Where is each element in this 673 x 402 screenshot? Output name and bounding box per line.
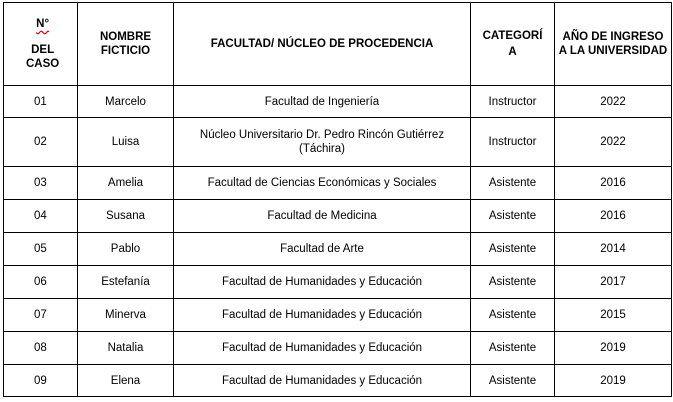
cell-faculty: Facultad de Ciencias Económicas y Sociales xyxy=(174,167,471,200)
cell-name: Estefanía xyxy=(78,266,174,299)
cell-name: Susana xyxy=(78,200,174,233)
cell-category: Instructor xyxy=(471,86,555,118)
cell-case-number: 03 xyxy=(4,167,78,200)
table-row xyxy=(4,299,672,332)
table-row xyxy=(4,266,672,299)
cell-case-number: 02 xyxy=(4,118,78,167)
header-case-number xyxy=(4,3,78,86)
cell-case-number: 04 xyxy=(4,200,78,233)
table-row xyxy=(4,233,672,266)
cell-case-number: 09 xyxy=(4,365,78,397)
table-row xyxy=(4,86,672,118)
cell-name: Minerva xyxy=(78,299,174,332)
cases-table xyxy=(3,2,672,397)
cell-name: Natalia xyxy=(78,332,174,365)
cell-category: Asistente xyxy=(471,233,555,266)
cell-faculty: Facultad de Humanidades y Educación xyxy=(174,299,471,332)
header-case-label-1: DEL xyxy=(31,44,55,56)
cell-name: Amelia xyxy=(78,167,174,200)
cell-category: Asistente xyxy=(471,365,555,397)
cell-faculty: Facultad de Humanidades y Educación xyxy=(174,266,471,299)
cell-category: Asistente xyxy=(471,167,555,200)
cell-name: Marcelo xyxy=(78,86,174,118)
header-category-line-2: A xyxy=(508,46,517,58)
cell-category: Asistente xyxy=(471,332,555,365)
cell-year: 2019 xyxy=(555,332,672,365)
table-body xyxy=(4,86,672,397)
cell-faculty: Facultad de Arte xyxy=(174,233,471,266)
cell-faculty: Facultad de Humanidades y Educación xyxy=(174,332,471,365)
header-case-label-2: CASO xyxy=(26,58,60,70)
cell-case-number: 06 xyxy=(4,266,78,299)
cell-year: 2022 xyxy=(555,118,672,167)
cell-case-number: 08 xyxy=(4,332,78,365)
header-name: NOMBRE FICTICIO xyxy=(78,3,174,86)
header-year: AÑO DE INGRESO A LA UNIVERSIDAD xyxy=(555,3,672,86)
cell-name: Elena xyxy=(78,365,174,397)
cell-faculty: Facultad de Humanidades y Educación xyxy=(174,365,471,397)
cell-category: Asistente xyxy=(471,266,555,299)
table-row xyxy=(4,200,672,233)
cell-category: Instructor xyxy=(471,118,555,167)
cell-year: 2017 xyxy=(555,266,672,299)
cell-faculty: Facultad de Medicina xyxy=(174,200,471,233)
cell-case-number: 07 xyxy=(4,299,78,332)
cell-faculty: Facultad de Ingeniería xyxy=(174,86,471,118)
cell-year: 2015 xyxy=(555,299,672,332)
header-faculty: FACULTAD/ NÚCLEO DE PROCEDENCIA xyxy=(174,3,471,86)
table-row xyxy=(4,118,672,167)
cell-case-number: 01 xyxy=(4,86,78,118)
cell-year: 2016 xyxy=(555,167,672,200)
cell-year: 2022 xyxy=(555,86,672,118)
cell-case-number: 05 xyxy=(4,233,78,266)
header-category xyxy=(471,3,555,86)
table-row xyxy=(4,332,672,365)
cell-year: 2014 xyxy=(555,233,672,266)
cell-name: Luisa xyxy=(78,118,174,167)
header-category-line-1: CATEGORÍ xyxy=(482,30,543,42)
cell-year: 2016 xyxy=(555,200,672,233)
header-row xyxy=(4,3,672,86)
table-row xyxy=(4,365,672,397)
header-case-num-sign: N° xyxy=(36,18,50,30)
cell-category: Asistente xyxy=(471,299,555,332)
cell-year: 2019 xyxy=(555,365,672,397)
cell-name: Pablo xyxy=(78,233,174,266)
cell-faculty: Núcleo Universitario Dr. Pedro Rincón Gutiérrez (Táchira) xyxy=(174,118,471,167)
table-row xyxy=(4,167,672,200)
cell-category: Asistente xyxy=(471,200,555,233)
